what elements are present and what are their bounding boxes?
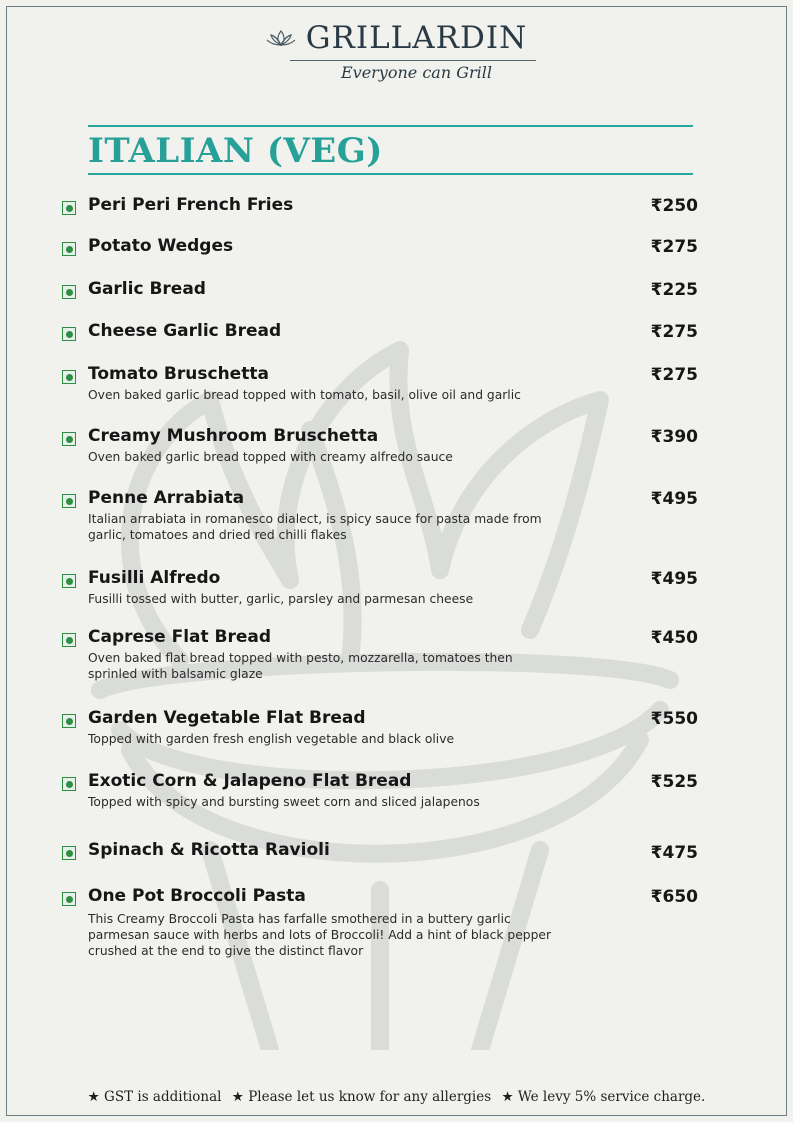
item-name: Creamy Mushroom Bruschetta (88, 426, 379, 446)
item-price: ₹475 (650, 843, 698, 863)
veg-indicator-icon (62, 285, 76, 299)
item-name: Fusilli Alfredo (88, 568, 221, 588)
veg-indicator-icon (62, 777, 76, 791)
brand-tagline: Everyone can Grill (340, 63, 493, 82)
footer-note-allergies: ★ Please let us know for any allergies (231, 1089, 492, 1105)
veg-indicator-icon (62, 201, 76, 215)
veg-indicator-icon (62, 242, 76, 256)
item-price: ₹495 (650, 489, 698, 509)
brand-name: GRILLARDIN (305, 20, 528, 56)
item-description: Oven baked garlic bread topped with creamy alfredo sauce (88, 450, 453, 464)
section-rule-bottom (88, 173, 693, 175)
footer-note-gst: ★ GST is additional (87, 1089, 222, 1105)
footer-notes (0, 1089, 793, 1105)
item-price: ₹650 (650, 887, 698, 907)
item-price: ₹225 (650, 280, 698, 300)
item-description: Oven baked flat bread topped with pesto, mozzarella, tomatoes then sprinled with balsamic glaze (88, 651, 513, 681)
item-name: Cheese Garlic Bread (88, 321, 282, 341)
item-name: Penne Arrabiata (88, 488, 245, 508)
item-name: One Pot Broccoli Pasta (88, 886, 306, 906)
section-title: ITALIAN (VEG) (88, 131, 383, 171)
item-price: ₹390 (650, 427, 698, 447)
item-description: Topped with garden fresh english vegetable and black olive (88, 732, 455, 746)
veg-indicator-icon (62, 892, 76, 906)
item-description: Topped with spicy and bursting sweet corn and sliced jalapenos (88, 795, 480, 809)
item-description: Oven baked garlic bread topped with tomato, basil, olive oil and garlic (88, 388, 521, 402)
item-price: ₹275 (650, 237, 698, 257)
item-name: Garlic Bread (88, 279, 206, 299)
item-name: Exotic Corn & Jalapeno Flat Bread (88, 771, 412, 791)
item-description: Italian arrabiata in romanesco dialect, is spicy sauce for pasta made from garlic, tomatoes and dried red chilli flakes (88, 512, 542, 542)
item-name: Peri Peri French Fries (88, 195, 294, 215)
item-price: ₹275 (650, 322, 698, 342)
item-name: Caprese Flat Bread (88, 627, 272, 647)
item-name: Tomato Bruschetta (88, 364, 269, 384)
item-description: Fusilli tossed with butter, garlic, parsley and parmesan cheese (88, 592, 474, 606)
footer-note-service-charge: ★ We levy 5% service charge. (501, 1089, 706, 1105)
item-description: This Creamy Broccoli Pasta has farfalle smothered in a buttery garlic parmesan sauce with herbs and lots of Broccoli! Add a hint of black pepper crushed at the end to give the distinct flavor (88, 912, 552, 958)
item-price: ₹450 (650, 628, 698, 648)
veg-indicator-icon (62, 327, 76, 341)
veg-indicator-icon (62, 633, 76, 647)
brand-divider (290, 60, 536, 61)
brand-header (0, 20, 793, 82)
item-name: Garden Vegetable Flat Bread (88, 708, 366, 728)
item-price: ₹550 (650, 709, 698, 729)
veg-indicator-icon (62, 370, 76, 384)
veg-indicator-icon (62, 574, 76, 588)
item-price: ₹250 (650, 196, 698, 216)
item-name: Potato Wedges (88, 236, 234, 256)
item-price: ₹495 (650, 569, 698, 589)
veg-indicator-icon (62, 714, 76, 728)
veg-indicator-icon (62, 494, 76, 508)
lotus-logo-icon (266, 28, 296, 48)
veg-indicator-icon (62, 432, 76, 446)
item-price: ₹525 (650, 772, 698, 792)
item-price: ₹275 (650, 365, 698, 385)
veg-indicator-icon (62, 846, 76, 860)
section-rule-top (88, 125, 693, 127)
item-name: Spinach & Ricotta Ravioli (88, 840, 330, 860)
